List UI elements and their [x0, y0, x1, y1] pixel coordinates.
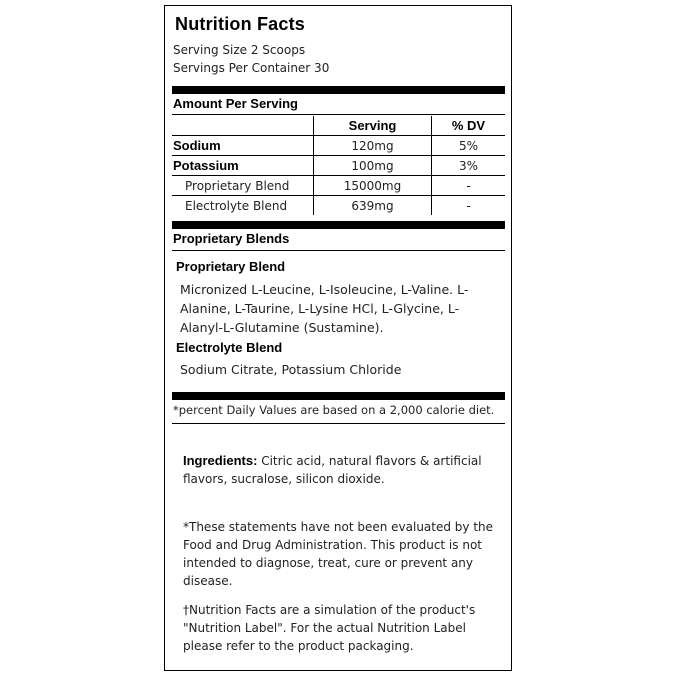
table-header-serving: Serving: [314, 116, 432, 136]
nutrient-serving: 639mg: [314, 196, 432, 216]
nutrient-dv: -: [432, 176, 506, 196]
fda-disclaimer: *These statements have not been evaluated by the Food and Drug Administration. This product is not intended to diagnose, treat, cure or prevent any disease.: [183, 520, 494, 588]
proprietary-blends-heading: Proprietary Blends: [173, 231, 290, 246]
blend-ingredients: Micronized L-Leucine, L-Isoleucine, L-Valine. L-Alanine, L-Taurine, L-Lysine HCl, L-Glycine, L-Alanyl-L-Glutamine (Sustamine).: [180, 282, 469, 335]
thin-divider: [172, 250, 505, 251]
nutrient-name: Potassium: [172, 156, 314, 176]
blend-name: Electrolyte Blend: [176, 340, 283, 355]
nutrient-name: Proprietary Blend: [172, 176, 314, 196]
thick-divider: [172, 221, 505, 229]
amount-per-serving-heading: Amount Per Serving: [173, 96, 298, 111]
table-row: [172, 196, 505, 216]
label-title: Nutrition Facts: [175, 14, 306, 34]
table-header-row: [172, 116, 505, 136]
serving-size: Serving Size 2 Scoops: [173, 43, 306, 57]
table-header-dv: % DV: [432, 116, 506, 136]
nutrient-serving: 15000mg: [314, 176, 432, 196]
nutrient-table: [172, 116, 505, 215]
nutrient-name: Electrolyte Blend: [185, 198, 288, 213]
nutrient-dv: 5%: [432, 136, 506, 156]
table-row: [172, 136, 505, 156]
thick-divider: [172, 86, 505, 94]
ingredients-label: Ingredients:: [183, 453, 258, 468]
nutrient-name: Sodium: [172, 136, 314, 156]
nutrient-serving: 120mg: [314, 136, 432, 156]
table-row: [172, 156, 505, 176]
thin-divider: [172, 423, 505, 424]
nutrient-dv: 3%: [432, 156, 506, 176]
simulation-note: †Nutrition Facts are a simulation of the product's "Nutrition Label". For the actual Nutrition Label please refer to the product packaging.: [183, 603, 476, 653]
table-header-blank: [172, 116, 314, 136]
thick-divider: [172, 392, 505, 400]
nutrition-facts-label: [164, 5, 512, 671]
ingredients-paragraph: [183, 452, 498, 488]
thin-divider: [172, 114, 505, 115]
ingredients-text: Citric acid, natural flavors & artificial flavors, sucralose, silicon dioxide.: [183, 454, 482, 486]
daily-value-footnote: *percent Daily Values are based on a 2,000 calorie diet.: [173, 403, 495, 417]
blend-name: Proprietary Blend: [176, 259, 286, 274]
nutrient-serving: 100mg: [314, 156, 432, 176]
servings-per-container: Servings Per Container 30: [173, 61, 330, 75]
blend-ingredients: Sodium Citrate, Potassium Chloride: [180, 362, 402, 377]
table-row: [172, 176, 505, 196]
nutrient-dv: -: [432, 196, 506, 216]
